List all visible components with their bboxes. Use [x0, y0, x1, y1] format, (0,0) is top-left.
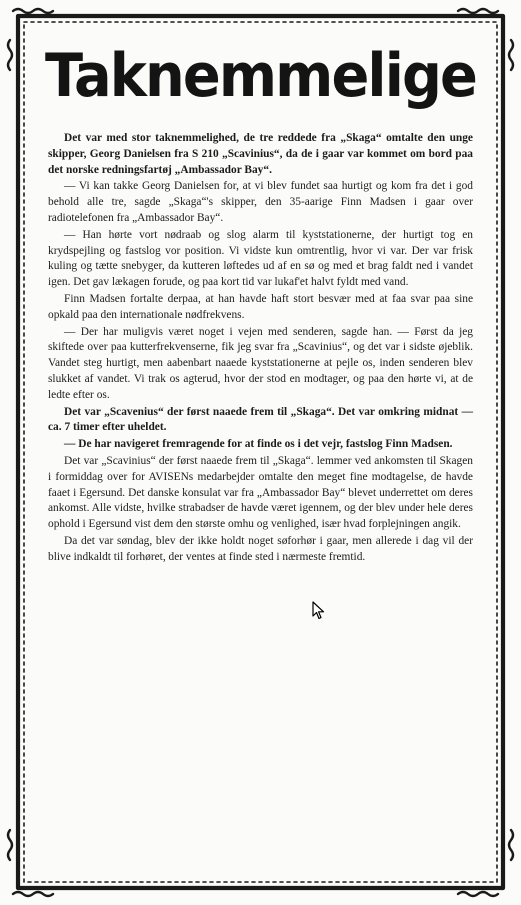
article-paragraph: Finn Madsen fortalte derpaa, at han havde haft stort besvær med at faa svar paa sine opkald paa den internationale nødfrekvens. [48, 292, 473, 321]
article-paragraph: Det var „Scavinius“ der først naaede frem til „Skaga“. lemmer ved ankomsten til Skagen i formiddag over for AVISENs medarbejder omtalte den meget fine modtagelse, de havde faaet i Egersund. Det danske konsulat var fra „Ambassador Bay“ blevet underrettet om deres ankomst. Alle vidste, hvilke strabadser de havde været igennem, og der blev under hele deres ophold i Egersund vist dem den største omhu og venlighed, især hvad forplejningen angik. [48, 454, 473, 531]
article-paragraph: Det var med stor taknemmelighed, de tre reddede fra „Skaga“ omtalte den unge skipper, Georg Danielsen fra S 210 „Scavinius“, da de i gaar var kommet om bord paa det norske redningsfartøj „Ambassador Bay“. [48, 132, 473, 176]
article-body [48, 131, 473, 567]
article-paragraph: Det var „Scavenius“ der først naaede frem til „Skaga“. Det var omkring midnat — ca. 7 timer efter uheldet. [48, 405, 473, 434]
article-paragraph: — Han hørte vort nødraab og slog alarm til kyststationerne, der hurtigt tog en krydspejling og fastslog vor position. Vi vidste kun omtrentlig, hvor vi var. Der var frisk kuling og tætte snebyger, da kutteren løftedes ud af en sø og med et brag faldt ned i vandet igen. Det gav lækagen forude, og paa kort tid var lukaf'et halvt fyldt med vand. [48, 228, 473, 289]
article-paragraph: — Vi kan takke Georg Danielsen for, at vi blev fundet saa hurtigt og kom fra det i god behold alle tre, sagde „Skaga“'s skipper, den 35-aarige Finn Madsen i gaar over radiotelefonen fra „Ambassador Bay“. [48, 180, 473, 224]
article-paragraph: — De har navigeret fremragende for at finde os i det vejr, fastslog Finn Madsen. [64, 438, 453, 451]
headline: Taknemmelige [44, 41, 477, 111]
article-paragraph: Da det var søndag, blev der ikke holdt noget søforhør i gaar, men allerede i dag vil der blive indkaldt til forhøret, der ventes at finde sted i nærmeste fremtid. [48, 534, 473, 563]
article-paragraph: — Der har muligvis været noget i vejen med senderen, sagde han. — Først da jeg skiftede over paa kutterfrekvenserne, fik jeg svar fra „Scavinius“, og det var i sidste øjeblik. Vandet steg hurtigt, men aabenbart naaede kyststationerne at pejle os, inden senderen blev slukket af vandet. Vi trak os agterud, hvor der stod en modtager, og paa den hørte vi, at de ledte efter os. [48, 325, 473, 401]
mouse-cursor-icon [312, 601, 326, 621]
